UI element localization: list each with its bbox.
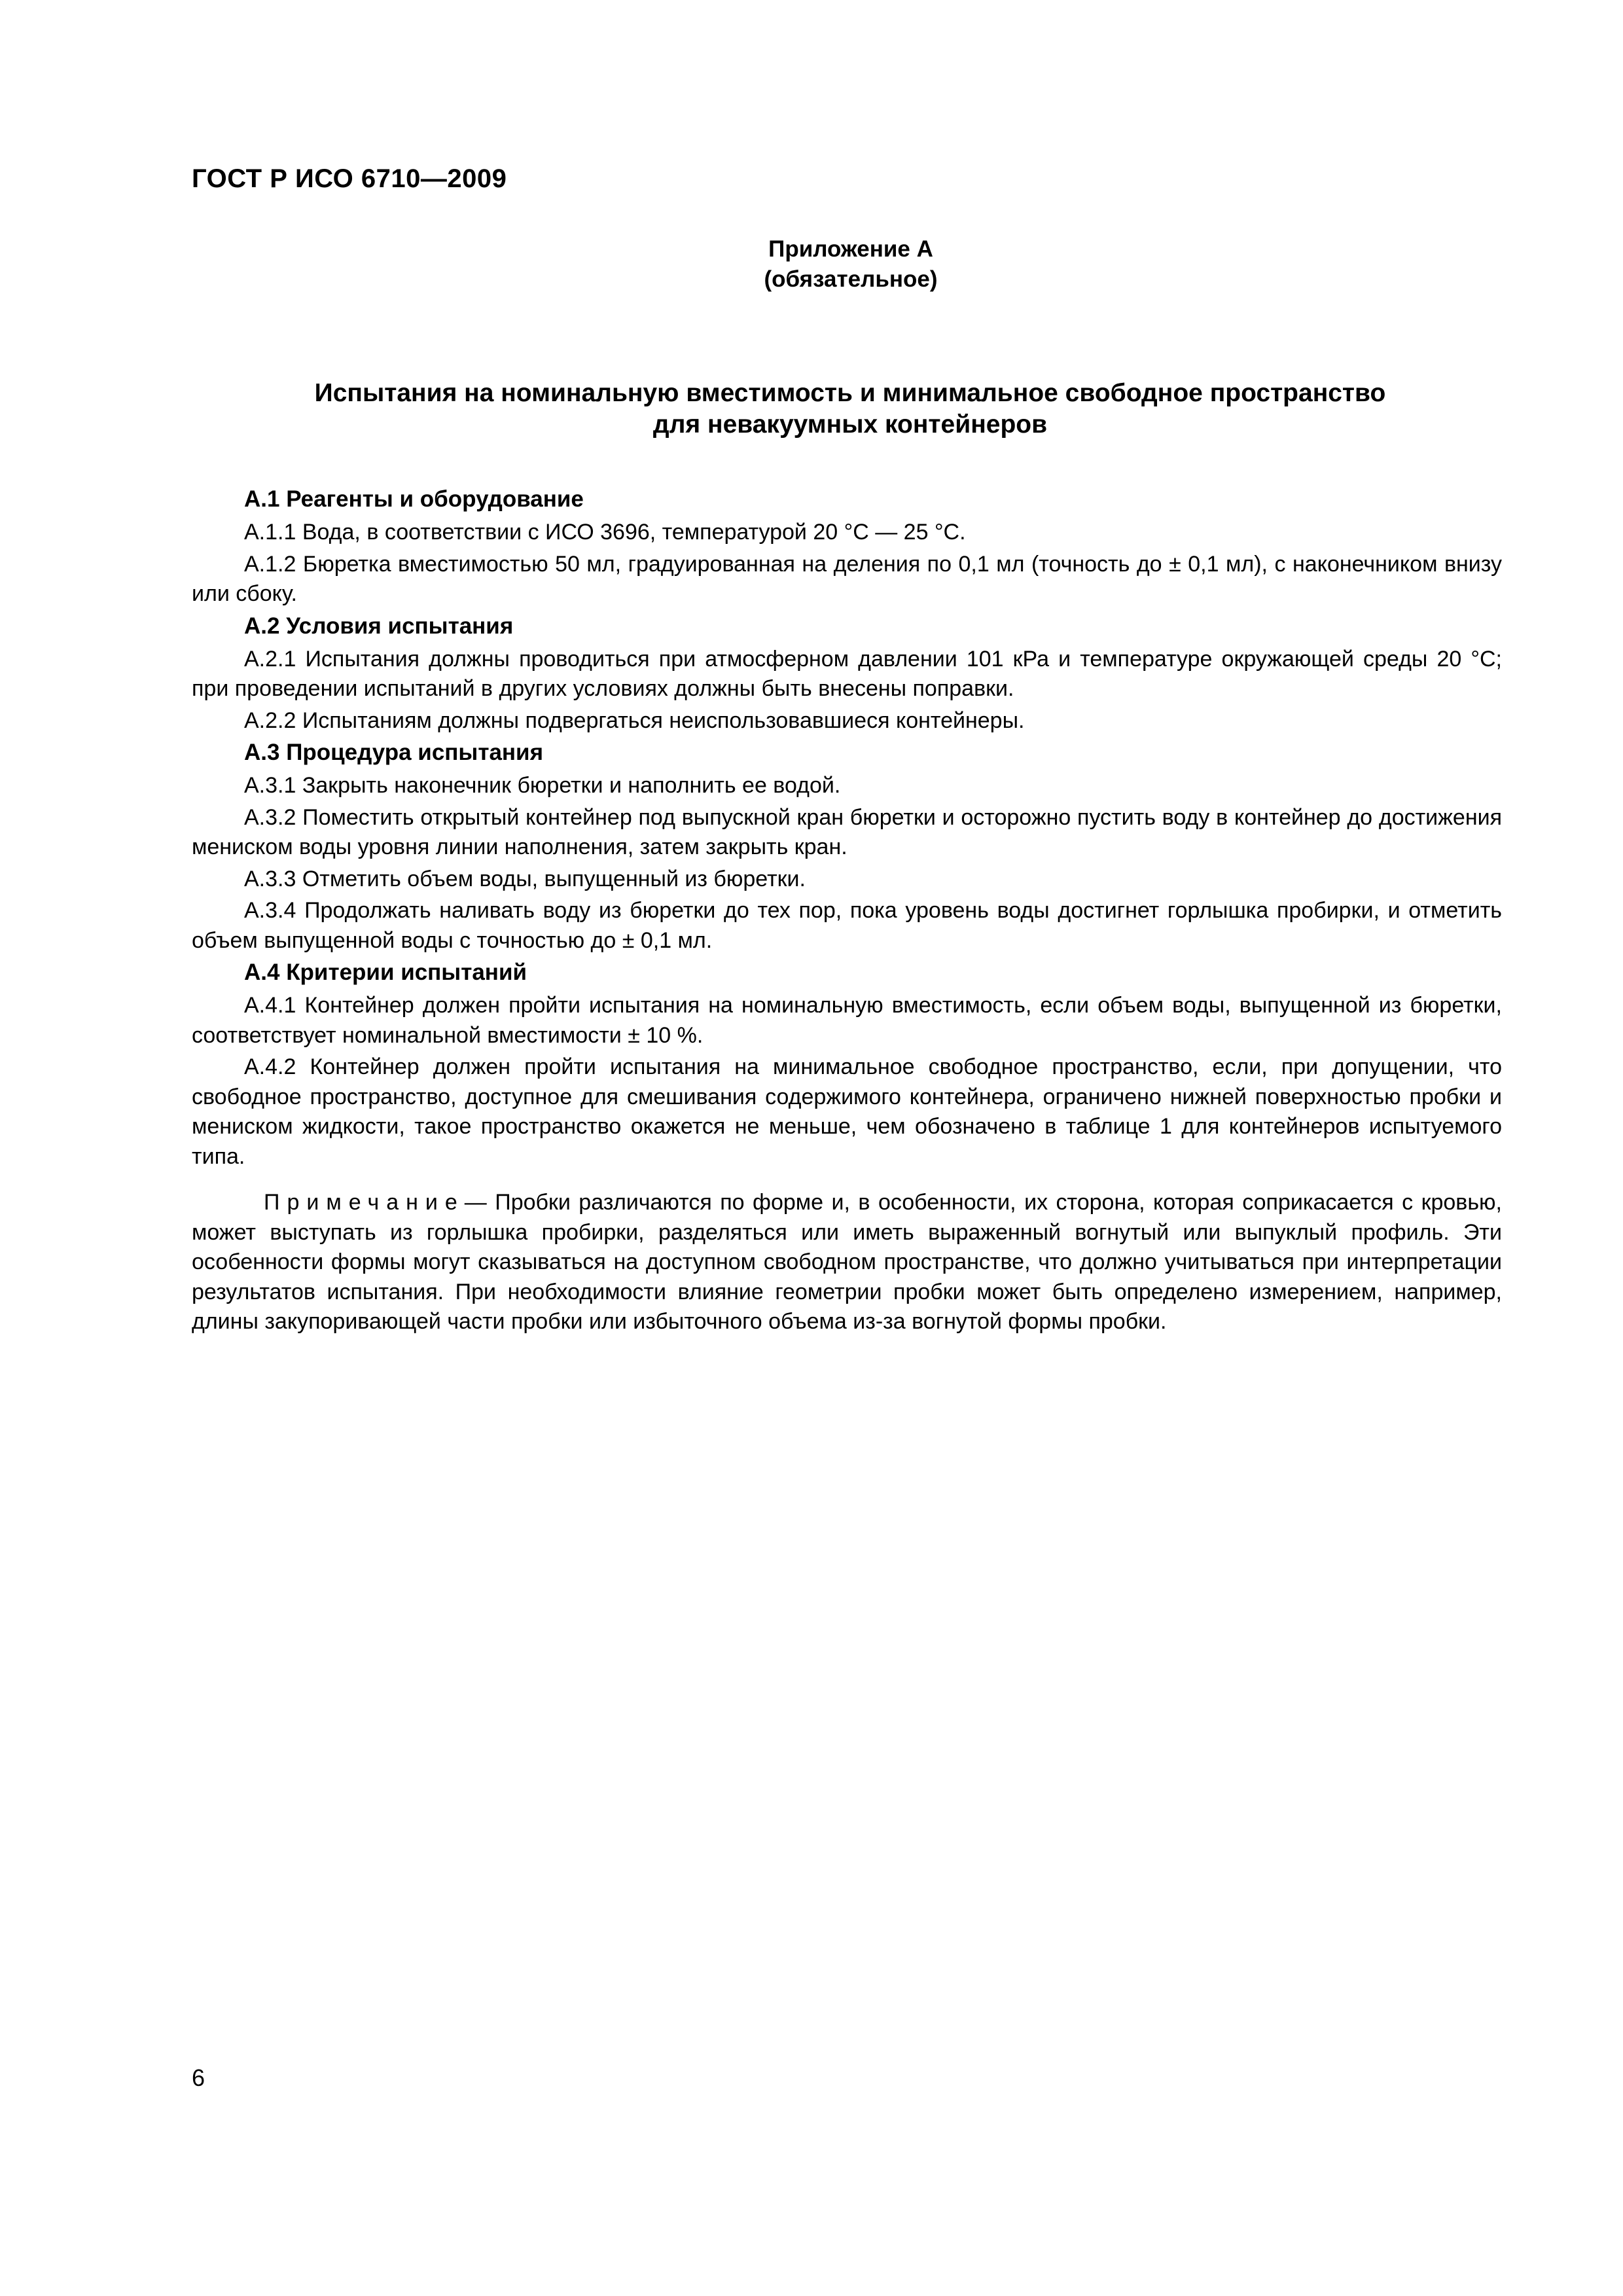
document-header-id: ГОСТ Р ИСО 6710—2009 — [192, 164, 507, 193]
paragraph-a4-1: А.4.1 Контейнер должен пройти испытания на номинальную вместимость, если объем воды, выпущенной из бюретки, соответствует номинальной вместимости ± 10 %. — [192, 993, 1502, 1048]
paragraph-a3-3: А.3.3 Отметить объем воды, выпущенный из бюретки. — [244, 866, 806, 891]
paragraph-a2-2: А.2.2 Испытаниям должны подвергаться неиспользовавшиеся контейнеры. — [244, 708, 1025, 733]
document-body — [192, 484, 1502, 1337]
page-number: 6 — [192, 2064, 205, 2091]
paragraph-a1-2: А.1.2 Бюретка вместимостью 50 мл, градуированная на деления по 0,1 мл (точность до ± 0,1 мл), с наконечником внизу или сбоку. — [192, 551, 1502, 606]
section-heading-a1: А.1 Реагенты и оборудование — [244, 486, 584, 512]
section-title — [192, 378, 1508, 440]
appendix-heading — [589, 234, 1113, 295]
note-paragraph — [192, 1188, 1502, 1337]
paragraph-a1-1: А.1.1 Вода, в соответствии с ИСО 3696, температурой 20 °С — 25 °С. — [244, 520, 966, 545]
paragraph-a3-4: А.3.4 Продолжать наливать воду из бюретки до тех пор, пока уровень воды достигнет горлышка пробирки, и отметить объем выпущенной воды с точностью до ± 0,1 мл. — [192, 898, 1502, 953]
appendix-status: (обязательное) — [764, 266, 938, 292]
section-title-line-2: для невакуумных контейнеров — [652, 410, 1048, 439]
section-heading-a4: А.4 Критерии испытаний — [244, 960, 527, 985]
paragraph-a2-1: А.2.1 Испытания должны проводиться при атмосферном давлении 101 кРа и температуре окружающей среды 20 °С; при проведении испытаний в других условиях должны быть внесены поправки. — [192, 646, 1502, 701]
appendix-title: Приложение А — [768, 236, 933, 262]
paragraph-a4-2: А.4.2 Контейнер должен пройти испытания на минимальное свободное пространство, если, при допущении, что свободное пространство, доступное для смешивания содержимого контейнера, ограничено нижней поверхностью пробки и мениском жидкости, такое пространство окажется не меньше, чем обозначено в таблице 1 для контейнеров испытуемого типа. — [192, 1054, 1502, 1169]
note-label: Примечание — [264, 1190, 465, 1215]
paragraph-a3-2: А.3.2 Поместить открытый контейнер под выпускной кран бюретки и осторожно пустить воду в контейнер до достижения мениском воды уровня линии наполнения, затем закрыть кран. — [192, 804, 1502, 859]
section-heading-a2: А.2 Условия испытания — [244, 613, 514, 639]
section-title-line-1: Испытания на номинальную вместимость и минимальное свободное пространство — [314, 379, 1386, 407]
note-text: — Пробки различаются по форме и, в особенности, их сторона, которая соприкасается с кровью, может выступать из горлышка пробирки, разделяться или иметь выраженный вогнутый или выпуклый профиль. Эти особенности формы могут сказываться на доступном свободном пространстве, что должно учитываться при интерпретации результатов испытания. При необходимости влияние геометрии пробки может быть определено измерением, например, длины закупоривающей части пробки или избыточного объема из-за вогнутой формы пробки. — [192, 1190, 1502, 1334]
paragraph-a3-1: А.3.1 Закрыть наконечник бюретки и наполнить ее водой. — [244, 773, 841, 798]
section-heading-a3: А.3 Процедура испытания — [244, 740, 543, 765]
